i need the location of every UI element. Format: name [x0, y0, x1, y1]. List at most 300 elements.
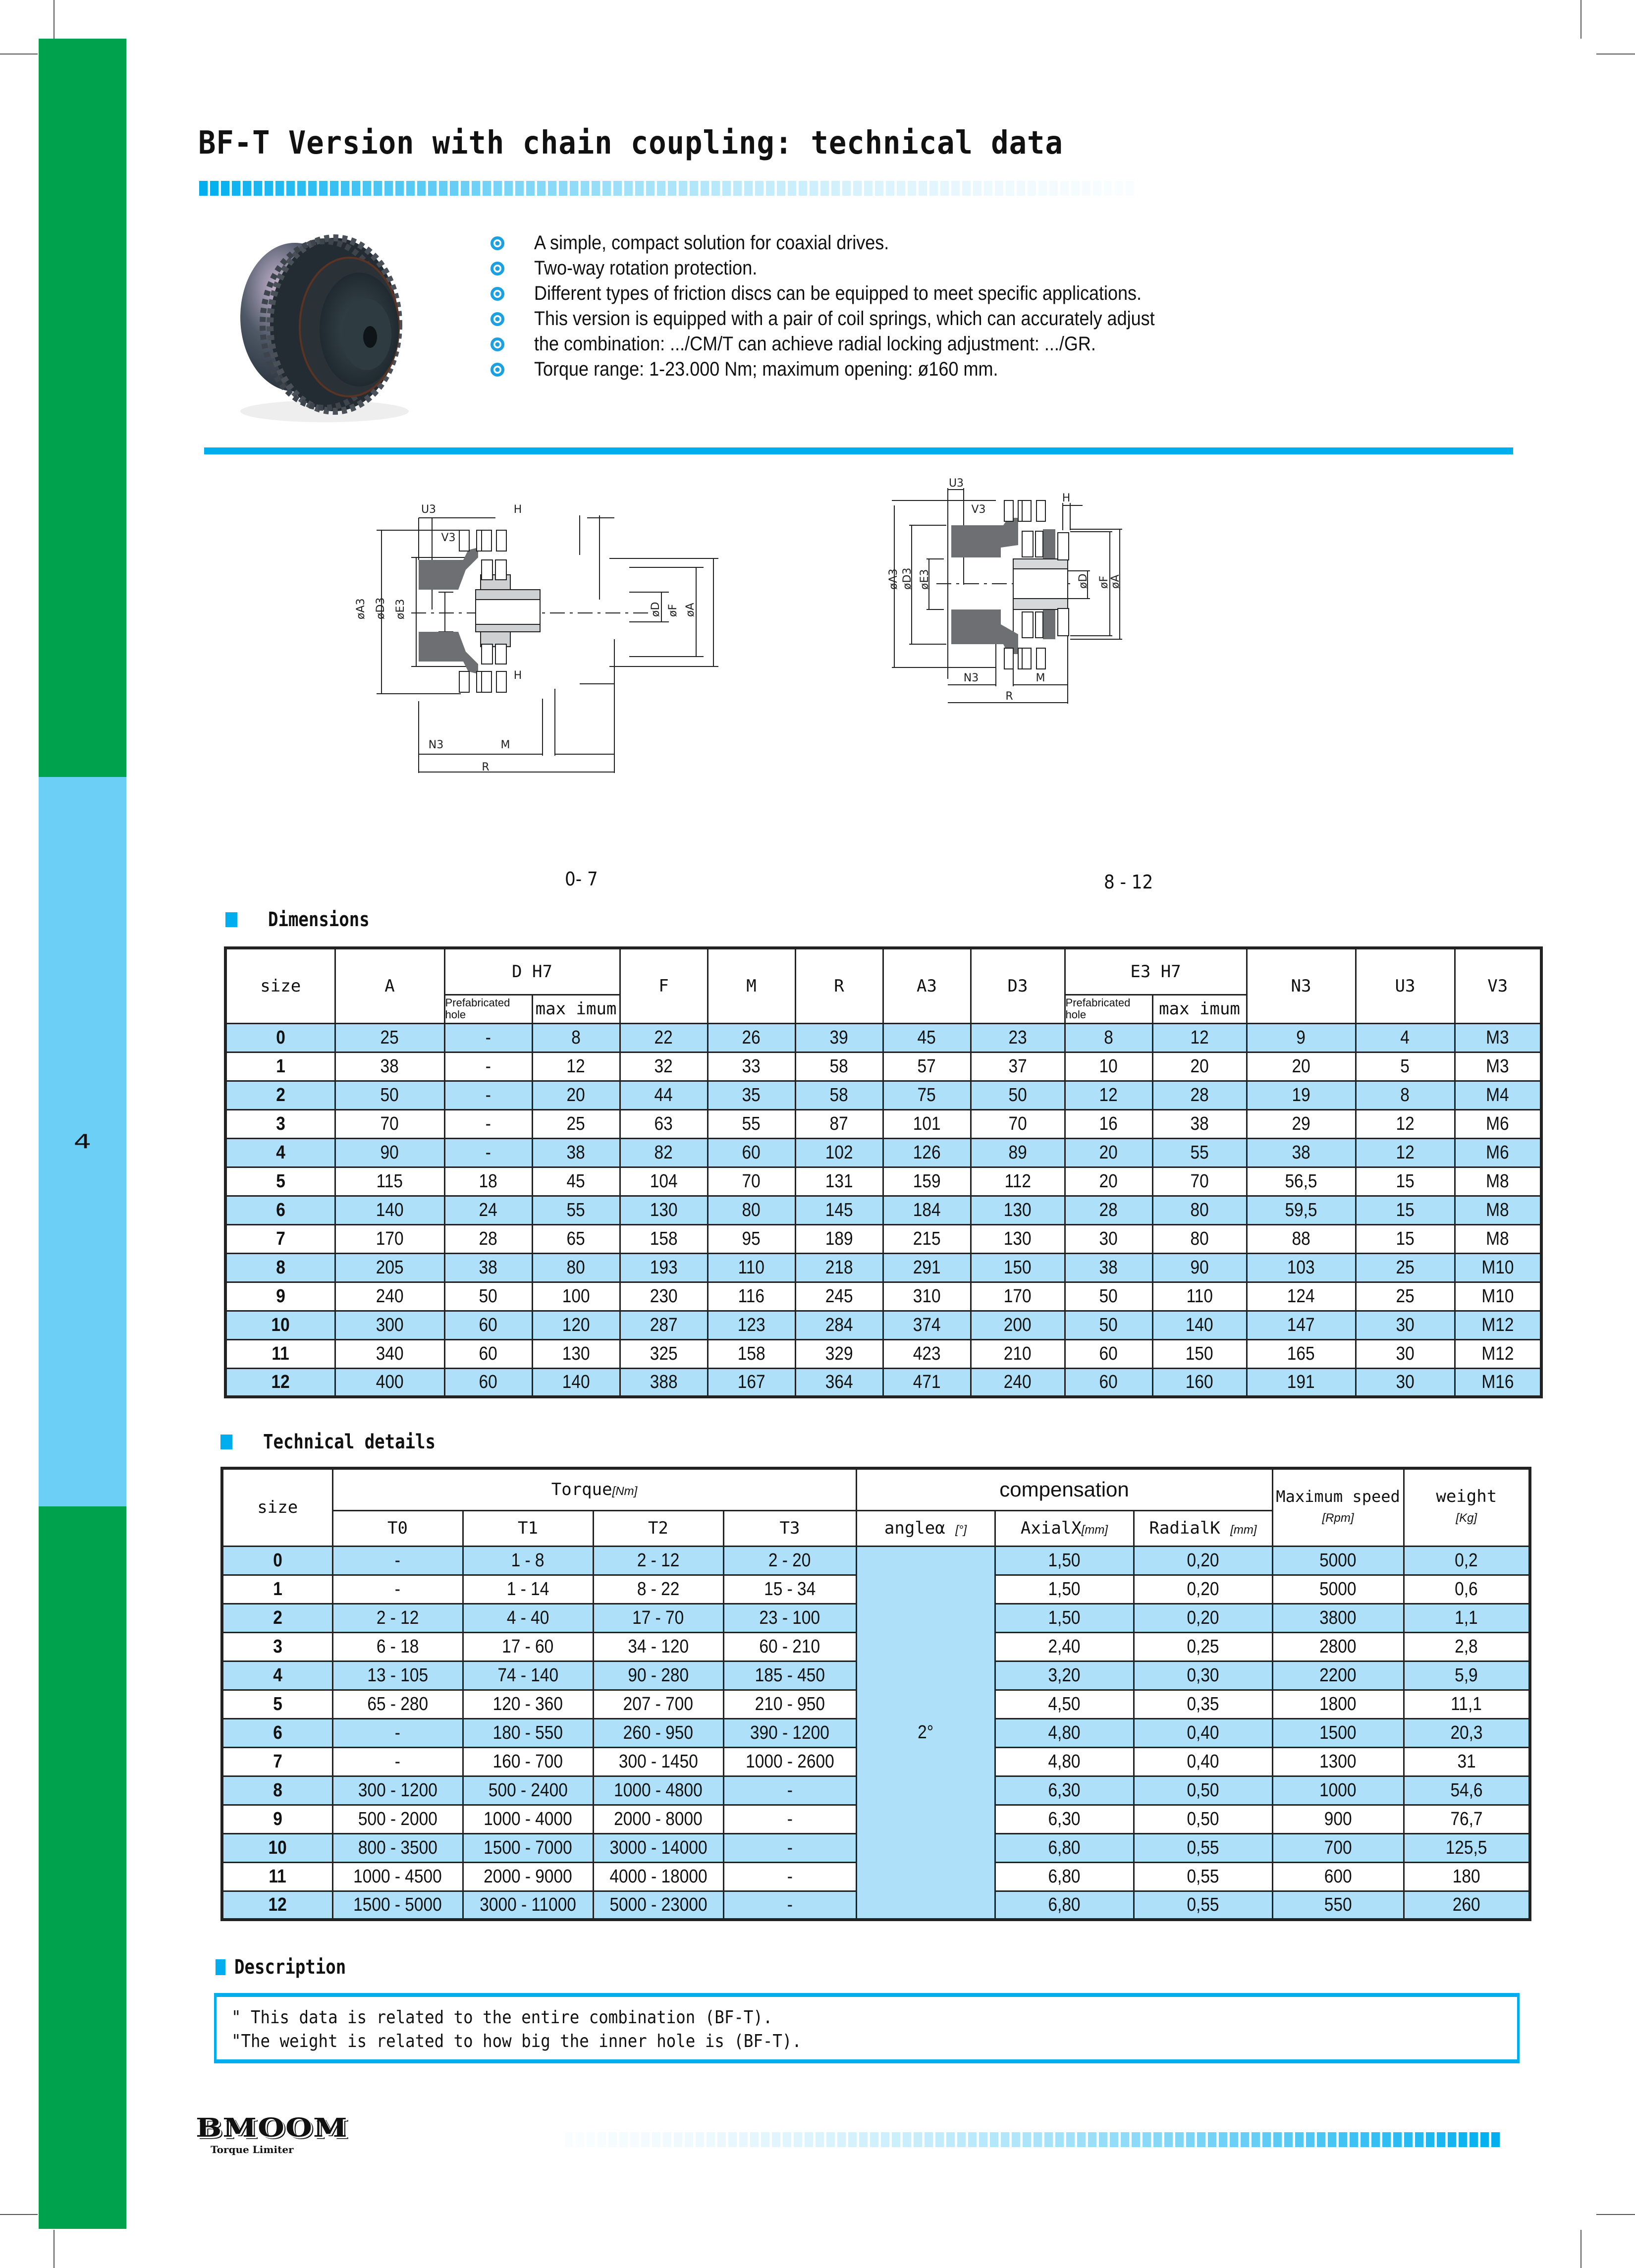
table-cell: 240 — [971, 1368, 1065, 1397]
table-cell: 1 - 8 — [463, 1546, 593, 1575]
table-cell: 300 - 1200 — [332, 1776, 463, 1805]
table-row — [225, 1224, 1541, 1253]
table-cell: 9 — [1247, 1023, 1356, 1052]
table-cell: 110 — [708, 1253, 795, 1282]
table-row — [225, 1081, 1541, 1109]
table-cell: 112 — [971, 1167, 1065, 1196]
size-cell: 6 — [225, 1196, 335, 1224]
table-cell: 25 — [1356, 1282, 1455, 1311]
table-cell: 260 — [1404, 1891, 1530, 1920]
col-header-t0: T0 — [332, 1510, 463, 1546]
table-cell: 240 — [335, 1282, 444, 1311]
table-cell: 0,30 — [1134, 1661, 1272, 1690]
svg-text:øA3: øA3 — [355, 598, 367, 619]
size-cell: 5 — [222, 1690, 332, 1718]
table-cell: 120 — [532, 1311, 620, 1339]
svg-text:N3: N3 — [963, 672, 979, 684]
table-cell: 1,1 — [1404, 1604, 1530, 1632]
size-cell: 6 — [222, 1718, 332, 1747]
table-cell: 45 — [883, 1023, 971, 1052]
table-cell: - — [444, 1138, 532, 1167]
table-cell: 12 — [1356, 1138, 1455, 1167]
table-cell: 18 — [444, 1167, 532, 1196]
crop-mark — [1580, 2230, 1581, 2268]
technical-drawing-sizes-8-12 — [882, 476, 1377, 852]
col-header-t1: T1 — [463, 1510, 593, 1546]
table-cell: 130 — [532, 1339, 620, 1368]
table-cell: 6,80 — [995, 1862, 1134, 1891]
table-cell: 2,8 — [1404, 1632, 1530, 1661]
table-cell: 25 — [532, 1109, 620, 1138]
table-cell: 130 — [620, 1196, 708, 1224]
size-cell: 4 — [222, 1661, 332, 1690]
col-header-r: R — [795, 948, 883, 1023]
drawing-caption-left: 0- 7 — [565, 868, 598, 890]
table-cell: 374 — [883, 1311, 971, 1339]
table-cell: 57 — [883, 1052, 971, 1081]
table-cell: 193 — [620, 1253, 708, 1282]
table-cell: 0,20 — [1134, 1575, 1272, 1604]
table-cell: M10 — [1455, 1282, 1541, 1311]
table-cell: 2200 — [1272, 1661, 1404, 1690]
table-cell: 16 — [1065, 1109, 1152, 1138]
col-header-d-prefab: Prefabricated hole — [444, 995, 532, 1023]
svg-text:N3: N3 — [428, 739, 444, 751]
table-cell: 120 - 360 — [463, 1690, 593, 1718]
table-cell: M6 — [1455, 1138, 1541, 1167]
table-cell: 291 — [883, 1253, 971, 1282]
table-cell: 15 — [1356, 1224, 1455, 1253]
table-cell: 44 — [620, 1081, 708, 1109]
table-cell: 2,40 — [995, 1632, 1134, 1661]
table-cell: 1300 — [1272, 1747, 1404, 1776]
table-cell: 4,80 — [995, 1718, 1134, 1747]
size-cell: 2 — [222, 1604, 332, 1632]
table-cell: 170 — [971, 1282, 1065, 1311]
table-cell: 0,50 — [1134, 1776, 1272, 1805]
table-cell: 12 — [1152, 1023, 1247, 1052]
svg-text:øD3: øD3 — [901, 567, 914, 590]
description-box — [214, 1993, 1520, 2063]
table-cell: 38 — [1065, 1253, 1152, 1282]
crop-mark — [1596, 54, 1635, 55]
col-header-a: A — [335, 948, 444, 1023]
table-cell: 20 — [1065, 1138, 1152, 1167]
table-cell: 210 — [971, 1339, 1065, 1368]
size-cell: 10 — [225, 1311, 335, 1339]
table-cell: 207 - 700 — [593, 1690, 723, 1718]
feature-item: This version is equipped with a pair of coil springs, which can accurately adjust — [490, 306, 1224, 332]
table-cell: 140 — [1152, 1311, 1247, 1339]
table-cell: 0,55 — [1134, 1833, 1272, 1862]
svg-text:M: M — [1036, 672, 1045, 684]
table-cell: 50 — [971, 1081, 1065, 1109]
table-cell: 423 — [883, 1339, 971, 1368]
table-cell: 15 — [1356, 1196, 1455, 1224]
table-cell: 0,40 — [1134, 1718, 1272, 1747]
product-photo — [225, 218, 424, 426]
logo-tagline: Torque Limiter — [211, 2144, 294, 2156]
table-cell: 0,25 — [1134, 1632, 1272, 1661]
table-cell: 115 — [335, 1167, 444, 1196]
table-cell: 70 — [335, 1109, 444, 1138]
size-cell: 2 — [225, 1081, 335, 1109]
col-header-u3: U3 — [1356, 948, 1455, 1023]
table-cell: - — [332, 1546, 463, 1575]
table-cell: 125,5 — [1404, 1833, 1530, 1862]
table-cell: 0,55 — [1134, 1891, 1272, 1920]
col-header-m: M — [708, 948, 795, 1023]
size-cell: 11 — [225, 1339, 335, 1368]
table-cell: 180 — [1404, 1862, 1530, 1891]
table-cell: 29 — [1247, 1109, 1356, 1138]
col-header-dh7: D H7 — [444, 948, 620, 995]
table-cell: 50 — [444, 1282, 532, 1311]
table-cell: 25 — [335, 1023, 444, 1052]
drawing-caption-right: 8 - 12 — [1104, 871, 1153, 893]
ring-bullet-icon — [490, 337, 504, 351]
table-cell: 0,2 — [1404, 1546, 1530, 1575]
table-cell: 284 — [795, 1311, 883, 1339]
table-cell: 20 — [1152, 1052, 1247, 1081]
size-cell: 0 — [225, 1023, 335, 1052]
table-cell: 131 — [795, 1167, 883, 1196]
size-cell: 11 — [222, 1862, 332, 1891]
table-cell: 2 - 12 — [332, 1604, 463, 1632]
table-cell: 1000 - 2600 — [723, 1747, 856, 1776]
table-cell: 60 — [444, 1339, 532, 1368]
svg-text:øA: øA — [1109, 574, 1122, 589]
brand-logo — [196, 2112, 348, 2156]
crop-mark — [0, 54, 38, 55]
table-cell: 6,80 — [995, 1833, 1134, 1862]
table-row — [225, 1282, 1541, 1311]
table-cell: 5000 — [1272, 1575, 1404, 1604]
table-cell: 230 — [620, 1282, 708, 1311]
table-cell: 6 - 18 — [332, 1632, 463, 1661]
table-cell: 170 — [335, 1224, 444, 1253]
table-row — [225, 1311, 1541, 1339]
table-cell: 45 — [532, 1167, 620, 1196]
table-cell: 900 — [1272, 1805, 1404, 1833]
table-cell: 400 — [335, 1368, 444, 1397]
table-cell: 1500 - 7000 — [463, 1833, 593, 1862]
svg-text:øD3: øD3 — [375, 597, 387, 619]
table-cell: 4 - 40 — [463, 1604, 593, 1632]
table-cell: 4 — [1356, 1023, 1455, 1052]
table-cell: 5000 — [1272, 1546, 1404, 1575]
heading-square-icon — [225, 912, 237, 927]
table-cell: 1,50 — [995, 1604, 1134, 1632]
table-cell: 130 — [971, 1224, 1065, 1253]
table-cell: 60 — [1065, 1368, 1152, 1397]
table-cell: 1000 — [1272, 1776, 1404, 1805]
table-cell: 76,7 — [1404, 1805, 1530, 1833]
ring-bullet-icon — [490, 262, 504, 276]
size-cell: 9 — [225, 1282, 335, 1311]
table-row — [225, 1339, 1541, 1368]
table-cell: 65 — [532, 1224, 620, 1253]
table-cell: 88 — [1247, 1224, 1356, 1253]
size-cell: 0 — [222, 1546, 332, 1575]
table-cell: 1800 — [1272, 1690, 1404, 1718]
table-cell: 55 — [1152, 1138, 1247, 1167]
description-line: " This data is related to the entire combination (BF-T). — [231, 2007, 773, 2028]
page-title: BF-T Version with chain coupling: technical data — [198, 125, 1063, 162]
table-cell: 33 — [708, 1052, 795, 1081]
table-cell: 300 — [335, 1311, 444, 1339]
table-cell: M3 — [1455, 1023, 1541, 1052]
col-header-torque: Torque[Nm] — [332, 1468, 856, 1510]
table-cell: 325 — [620, 1339, 708, 1368]
table-cell: 6,80 — [995, 1891, 1134, 1920]
col-header-size: size — [222, 1468, 332, 1546]
table-cell: 30 — [1356, 1368, 1455, 1397]
table-cell: 74 - 140 — [463, 1661, 593, 1690]
table-cell: 89 — [971, 1138, 1065, 1167]
table-cell: 23 - 100 — [723, 1604, 856, 1632]
side-band-green-top — [39, 39, 126, 777]
feature-item: Two-way rotation protection. — [490, 256, 1224, 281]
table-cell: 1500 - 5000 — [332, 1891, 463, 1920]
table-cell: 10 — [1065, 1052, 1152, 1081]
logo-wordmark: BMOOM — [196, 2112, 348, 2143]
table-cell: 20 — [1247, 1052, 1356, 1081]
svg-text:H: H — [513, 503, 522, 516]
table-cell: 54,6 — [1404, 1776, 1530, 1805]
table-cell: 215 — [883, 1224, 971, 1253]
table-row — [225, 1052, 1541, 1081]
svg-text:V3: V3 — [971, 503, 986, 516]
table-cell: 700 — [1272, 1833, 1404, 1862]
table-row — [225, 1368, 1541, 1397]
table-cell: 35 — [708, 1081, 795, 1109]
table-cell: 38 — [1152, 1109, 1247, 1138]
angle-value-cell: 2° — [856, 1546, 995, 1920]
table-cell: - — [332, 1747, 463, 1776]
table-cell: 140 — [532, 1368, 620, 1397]
table-cell: 160 — [1152, 1368, 1247, 1397]
table-cell: M8 — [1455, 1224, 1541, 1253]
table-cell: 0,55 — [1134, 1862, 1272, 1891]
table-cell: 101 — [883, 1109, 971, 1138]
table-row — [225, 1167, 1541, 1196]
table-cell: 95 — [708, 1224, 795, 1253]
dim-label-u3: U3 — [421, 503, 436, 516]
table-cell: 300 - 1450 — [593, 1747, 723, 1776]
table-cell: 110 — [1152, 1282, 1247, 1311]
svg-text:øA: øA — [684, 603, 697, 617]
table-cell: 55 — [532, 1196, 620, 1224]
table-cell: 200 — [971, 1311, 1065, 1339]
table-cell: 2 - 20 — [723, 1546, 856, 1575]
table-cell: 90 - 280 — [593, 1661, 723, 1690]
size-cell: 10 — [222, 1833, 332, 1862]
technical-details-table — [220, 1467, 1531, 1921]
table-cell: 60 — [1065, 1339, 1152, 1368]
table-cell: 310 — [883, 1282, 971, 1311]
col-header-d3: D3 — [971, 948, 1065, 1023]
table-cell: 70 — [971, 1109, 1065, 1138]
table-cell: 150 — [971, 1253, 1065, 1282]
size-cell: 7 — [225, 1224, 335, 1253]
title-gradient-bar — [199, 181, 1134, 196]
svg-text:øD: øD — [650, 602, 662, 617]
table-cell: 70 — [708, 1167, 795, 1196]
size-cell: 4 — [225, 1138, 335, 1167]
table-cell: 6,30 — [995, 1776, 1134, 1805]
table-cell: M16 — [1455, 1368, 1541, 1397]
table-cell: - — [332, 1718, 463, 1747]
section-heading-dimensions: Dimensions — [225, 908, 387, 931]
table-cell: - — [723, 1805, 856, 1833]
table-cell: 38 — [444, 1253, 532, 1282]
table-cell: - — [444, 1109, 532, 1138]
table-cell: 12 — [1065, 1081, 1152, 1109]
feature-item: A simple, compact solution for coaxial drives. — [490, 230, 1224, 256]
table-cell: 5 — [1356, 1052, 1455, 1081]
col-header-d-max: max imum — [532, 995, 620, 1023]
table-cell: 165 — [1247, 1339, 1356, 1368]
table-cell: 6,30 — [995, 1805, 1134, 1833]
table-cell: 63 — [620, 1109, 708, 1138]
table-cell: 28 — [444, 1224, 532, 1253]
table-cell: 0,50 — [1134, 1805, 1272, 1833]
table-cell: 123 — [708, 1311, 795, 1339]
page-number: 4 — [73, 1130, 92, 1153]
table-cell: 60 - 210 — [723, 1632, 856, 1661]
table-cell: 1 - 14 — [463, 1575, 593, 1604]
description-line: "The weight is related to how big the inner hole is (BF-T). — [231, 2031, 802, 2051]
table-cell: 60 — [444, 1368, 532, 1397]
table-cell: 1000 - 4800 — [593, 1776, 723, 1805]
table-cell: 38 — [532, 1138, 620, 1167]
section-heading-description: Description — [216, 1956, 366, 1979]
table-cell: 37 — [971, 1052, 1065, 1081]
size-cell: 12 — [222, 1891, 332, 1920]
table-cell: 158 — [708, 1339, 795, 1368]
table-cell: 5000 - 23000 — [593, 1891, 723, 1920]
table-cell: 0,20 — [1134, 1604, 1272, 1632]
table-cell: 1,50 — [995, 1575, 1134, 1604]
col-header-n3: N3 — [1247, 948, 1356, 1023]
table-cell: - — [723, 1862, 856, 1891]
table-cell: 2800 — [1272, 1632, 1404, 1661]
table-row — [225, 1023, 1541, 1052]
table-cell: 12 — [532, 1052, 620, 1081]
svg-text:øD: øD — [1077, 573, 1090, 589]
col-header-radial: RadialK [mm] — [1134, 1510, 1272, 1546]
table-cell: 245 — [795, 1282, 883, 1311]
table-cell: 0,20 — [1134, 1546, 1272, 1575]
side-tab-band — [39, 39, 126, 2229]
table-cell: 205 — [335, 1253, 444, 1282]
size-cell: 3 — [225, 1109, 335, 1138]
table-cell: 23 — [971, 1023, 1065, 1052]
table-cell: 65 - 280 — [332, 1690, 463, 1718]
table-cell: 3800 — [1272, 1604, 1404, 1632]
table-cell: 103 — [1247, 1253, 1356, 1282]
table-cell: - — [723, 1891, 856, 1920]
table-cell: 340 — [335, 1339, 444, 1368]
table-cell: 20 — [532, 1081, 620, 1109]
table-cell: 500 - 2000 — [332, 1805, 463, 1833]
table-cell: 4,50 — [995, 1690, 1134, 1718]
col-header-a3: A3 — [883, 948, 971, 1023]
table-cell: 87 — [795, 1109, 883, 1138]
table-cell: 126 — [883, 1138, 971, 1167]
table-cell: 80 — [1152, 1224, 1247, 1253]
table-cell: 184 — [883, 1196, 971, 1224]
table-cell: 13 - 105 — [332, 1661, 463, 1690]
table-cell: 59,5 — [1247, 1196, 1356, 1224]
size-cell: 1 — [222, 1575, 332, 1604]
col-header-size: size — [225, 948, 335, 1023]
table-cell: 1000 - 4500 — [332, 1862, 463, 1891]
table-cell: 39 — [795, 1023, 883, 1052]
feature-item: Torque range: 1-23.000 Nm; maximum opening: ø160 mm. — [490, 357, 1224, 382]
table-cell: 5,9 — [1404, 1661, 1530, 1690]
table-cell: 1500 — [1272, 1718, 1404, 1747]
size-cell: 5 — [225, 1167, 335, 1196]
table-cell: 15 - 34 — [723, 1575, 856, 1604]
table-cell: 8 — [1065, 1023, 1152, 1052]
section-divider — [204, 447, 1513, 454]
col-header-axial: AxialX[mm] — [995, 1510, 1134, 1546]
col-header-e3h7: E3 H7 — [1065, 948, 1247, 995]
table-cell: 0,35 — [1134, 1690, 1272, 1718]
size-cell: 1 — [225, 1052, 335, 1081]
section-heading-technical: Technical details — [220, 1431, 466, 1453]
table-cell: 20 — [1065, 1167, 1152, 1196]
heading-square-icon — [216, 1959, 225, 1975]
crop-mark — [0, 2214, 38, 2215]
table-cell: 104 — [620, 1167, 708, 1196]
table-cell: M12 — [1455, 1311, 1541, 1339]
size-cell: 9 — [222, 1805, 332, 1833]
table-cell: 100 — [532, 1282, 620, 1311]
size-cell: 12 — [225, 1368, 335, 1397]
table-cell: 58 — [795, 1052, 883, 1081]
table-cell: - — [444, 1052, 532, 1081]
table-cell: 390 - 1200 — [723, 1718, 856, 1747]
feature-item: Different types of friction discs can be equipped to meet specific applications. — [490, 281, 1224, 306]
col-header-t3: T3 — [723, 1510, 856, 1546]
table-cell: 58 — [795, 1081, 883, 1109]
table-cell: 388 — [620, 1368, 708, 1397]
svg-text:øF: øF — [1098, 575, 1110, 589]
footer-gradient-bar — [565, 2132, 1500, 2147]
table-cell: 287 — [620, 1311, 708, 1339]
table-cell: 329 — [795, 1339, 883, 1368]
table-cell: 147 — [1247, 1311, 1356, 1339]
svg-text:øE3: øE3 — [919, 569, 931, 590]
table-cell: 80 — [532, 1253, 620, 1282]
table-cell: 8 — [1356, 1081, 1455, 1109]
table-cell: 116 — [708, 1282, 795, 1311]
col-header-weight: weight [Kg] — [1404, 1468, 1530, 1546]
svg-text:H: H — [1062, 492, 1071, 504]
table-cell: 30 — [1065, 1224, 1152, 1253]
table-cell: 82 — [620, 1138, 708, 1167]
side-band-green-bottom — [39, 1506, 126, 2229]
table-row — [225, 1138, 1541, 1167]
table-cell: 140 — [335, 1196, 444, 1224]
table-cell: 145 — [795, 1196, 883, 1224]
table-cell: - — [723, 1833, 856, 1862]
table-cell: 30 — [1356, 1311, 1455, 1339]
table-cell: 17 - 60 — [463, 1632, 593, 1661]
